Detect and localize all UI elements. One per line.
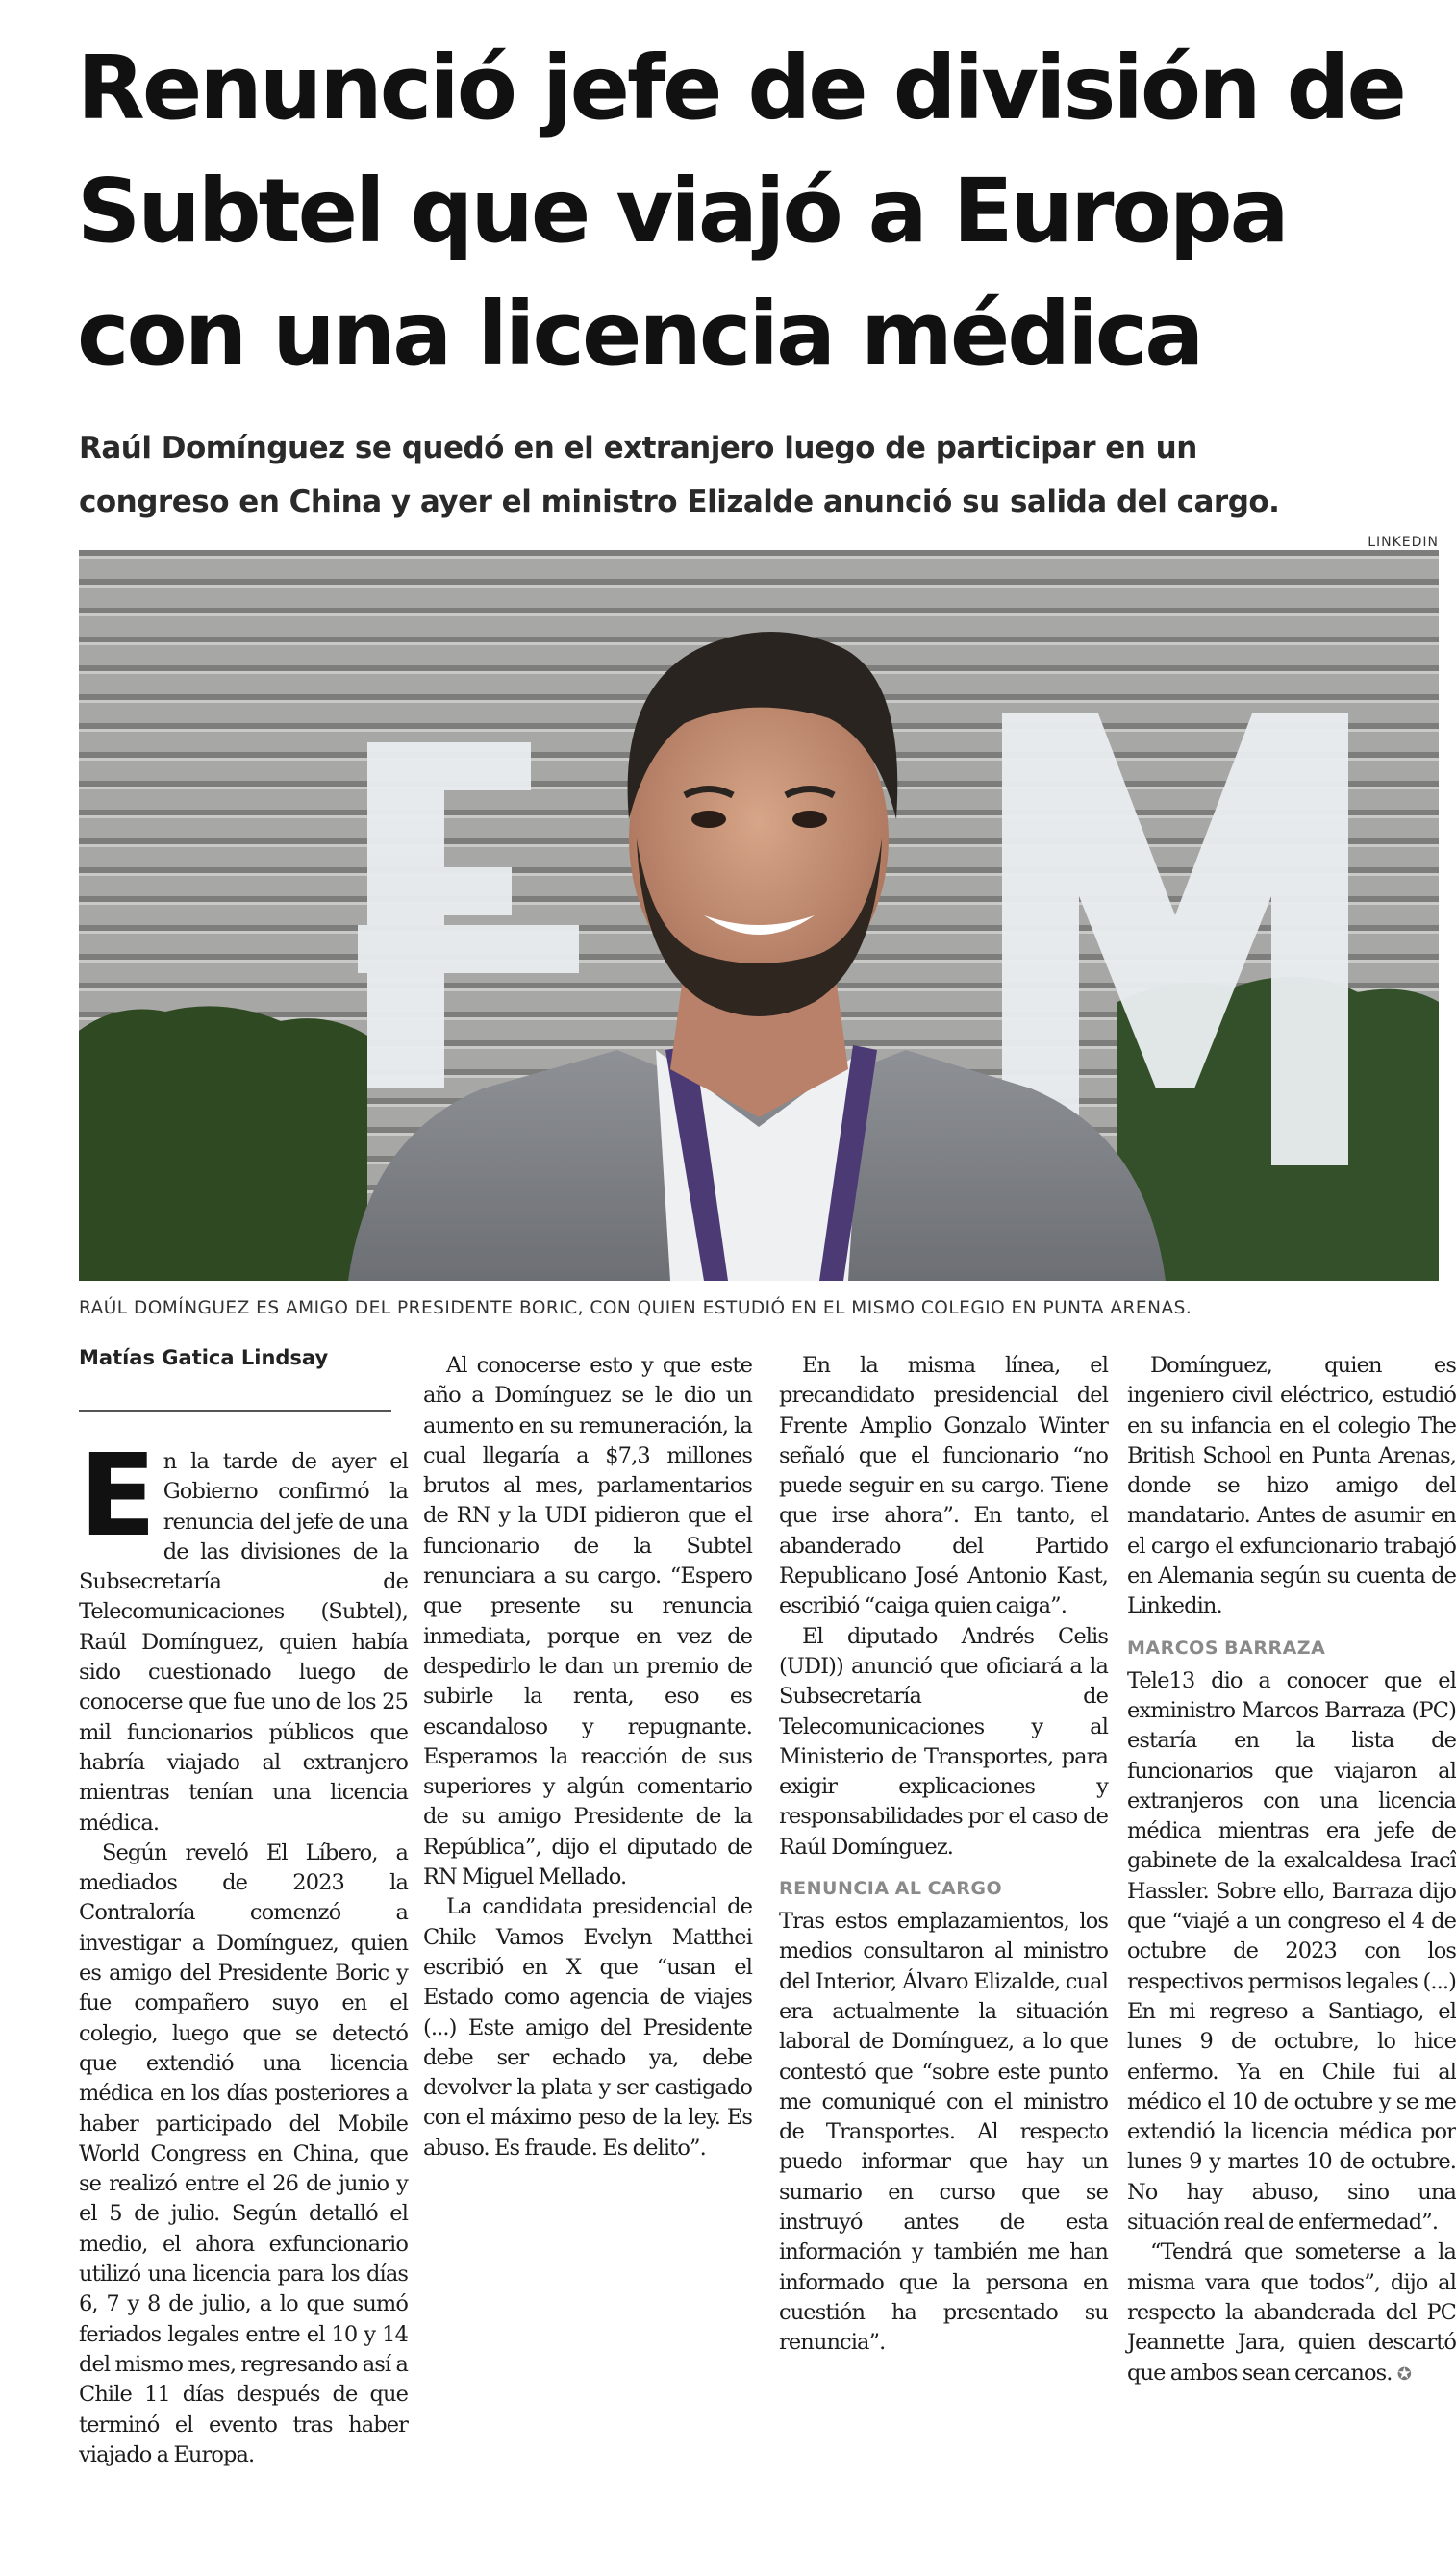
paragraph-9: Tele13 dio a conocer que el exministro Marcos Barraza (PC) estaría en la lista de funcionarios que viajaron al extranjeros con una licencia médica mientras era jefe de gabinete de la exalcaldesa Iracî Hassler. Sobre ello, Barraza dijo que “viajé a un congreso el 4 de octubre de 2023 con los respectivos permisos legales (...) En mi regreso a Santiago, el lunes 9 de octubre, lo hice enfermo. Ya en Chile fui al médico el 10 de octubre y se me extendió la licencia médica por lunes 9 y martes 10 de octubre. No hay abuso, sino una situación real de enfermedad”. [1127,1667,1456,2236]
article-column-2 [423,1351,752,2163]
paragraph-7: Tras estos emplazamientos, los medios consultaron al ministro del Interior, Álvaro Elizalde, cual era actualmente la situación laboral de Domínguez, a lo que contestó que “sobre este punto me comuniqué con el ministro de Transportes. Al respecto puedo informar que hay un sumario en curso que se instruyó antes de esta información y también me han informado que la persona en cuestión ha presentado su renuncia”. [779,1909,1108,2356]
paragraph-2: Según reveló El Líbero, a mediados de 2023 la Contraloría comenzó a investigar a Domínguez, quien es amigo del Presidente Boric y fue compañero suyo en el colegio, luego que se detectó que extendió una licencia médica en los días posteriores a haber participado del Mobile World Congress en China, que se realizó entre el 26 de junio y el 5 de julio. Según detalló el medio, el ahora exfuncionario utilizó una licencia para los días 6, 7 y 8 de julio, a lo que sumó feriados legales entre el 10 y 14 del mismo mes, regresando así a Chile 11 días después de que terminó el evento tras haber viajado a Europa. [79,1839,408,2467]
headline-line-2: Subtel que viajó a Europa [77,160,1287,263]
headline-line-1: Renunció jefe de división de [77,37,1404,139]
paragraph-8: Domínguez, quien es ingeniero civil eléctrico, estudió en su infancia en el colegio The British School en Punta Arenas, donde se hizo amigo del mandatario. Antes de asumir en el cargo el exfuncionario trabajó en Alemania según su cuenta de Linkedin. [1127,1353,1456,1619]
headline [77,27,1443,396]
subheadline-line-1: Raúl Domínguez se quedó en el extranjero luego de participar en un [79,431,1197,465]
photo-caption: RAÚL DOMÍNGUEZ ES AMIGO DEL PRESIDENTE BORIC, CON QUIEN ESTUDIÓ EN EL MISMO COLEGIO EN PUNTA ARENAS. [79,1298,1192,1318]
paragraph-1: En la tarde de ayer el Gobierno confirmó la renuncia del jefe de una de las divisiones de la Subsecretaría de Telecomunicaciones (Subtel), Raúl Domínguez, quien había sido cuestionado luego de conocerse que fue uno de los 25 mil funcionarios públicos que habría viajado al extranjero mientras tenían una licencia médica. [79,1429,408,1836]
subheadline-line-2: congreso en China y ayer el ministro Elizalde anunció su salida del cargo. [79,485,1280,519]
dropcap: E [79,1429,156,1562]
section-subtitle-renuncia: RENUNCIA AL CARGO [779,1878,1003,1900]
headline-line-3: con una licencia médica [77,283,1202,386]
paragraph-4: La candidata presidencial de Chile Vamos Evelyn Matthei escribió en X que “usan el Estado como agencia de viajes (...) Este amigo del Presidente debe ser echado ya, debe devolver la plata y ser castigado con el máximo peso de la ley. Es abuso. Es fraude. Es delito”. [423,1894,752,2161]
byline-divider [79,1410,391,1412]
paragraph-5: En la misma línea, el precandidato presidencial del Frente Amplio Gonzalo Winter señaló que el funcionario “no puede seguir en su cargo. Tiene que irse ahora”. En tanto, el abanderado del Partido Republicano José Antonio Kast, escribió “caiga quien caiga”. [779,1353,1108,1619]
article-column-4 [1127,1351,1456,2389]
article-column-3 [779,1351,1108,2359]
end-mark-icon: ✪ [1396,2363,1411,2385]
byline: Matías Gatica Lindsay [79,1346,329,1369]
photo-credit: LINKEDIN [1368,535,1439,550]
paragraph-10: “Tendrá que someterse a la misma vara que todos”, dijo al respecto la abanderada del PC Jeannette Jara, quien descartó que ambos sean cercanos. ✪ [1127,2239,1456,2386]
article-column-1 [79,1429,408,2470]
article-photo [79,550,1439,1281]
portrait-photo-illustration [79,550,1439,1281]
paragraph-3: Al conocerse esto y que este año a Domínguez se le dio un aumento en su remuneración, la cual llegaría a $7,3 millones brutos al mes, parlamentarios de RN y la UDI pidieron que el funcionario de la Subtel renunciara a su cargo. “Espero que presente su renuncia inmediata, porque en vez de despedirlo le dan un premio de subirle la renta, eso es escandaloso y repugnante. Esperamos la reacción de sus superiores y algún comentario de su amigo Presidente de la República”, dijo el diputado de RN Miguel Mellado. [423,1353,752,1890]
subheadline [79,421,1425,529]
section-subtitle-barraza: MARCOS BARRAZA [1127,1637,1326,1659]
paragraph-6: El diputado Andrés Celis (UDI)) anunció que oficiará a la Subsecretaría de Telecomunicaciones y al Ministerio de Transportes, para exigir explicaciones y responsabilidades por el caso de Raúl Domínguez. [779,1623,1108,1860]
